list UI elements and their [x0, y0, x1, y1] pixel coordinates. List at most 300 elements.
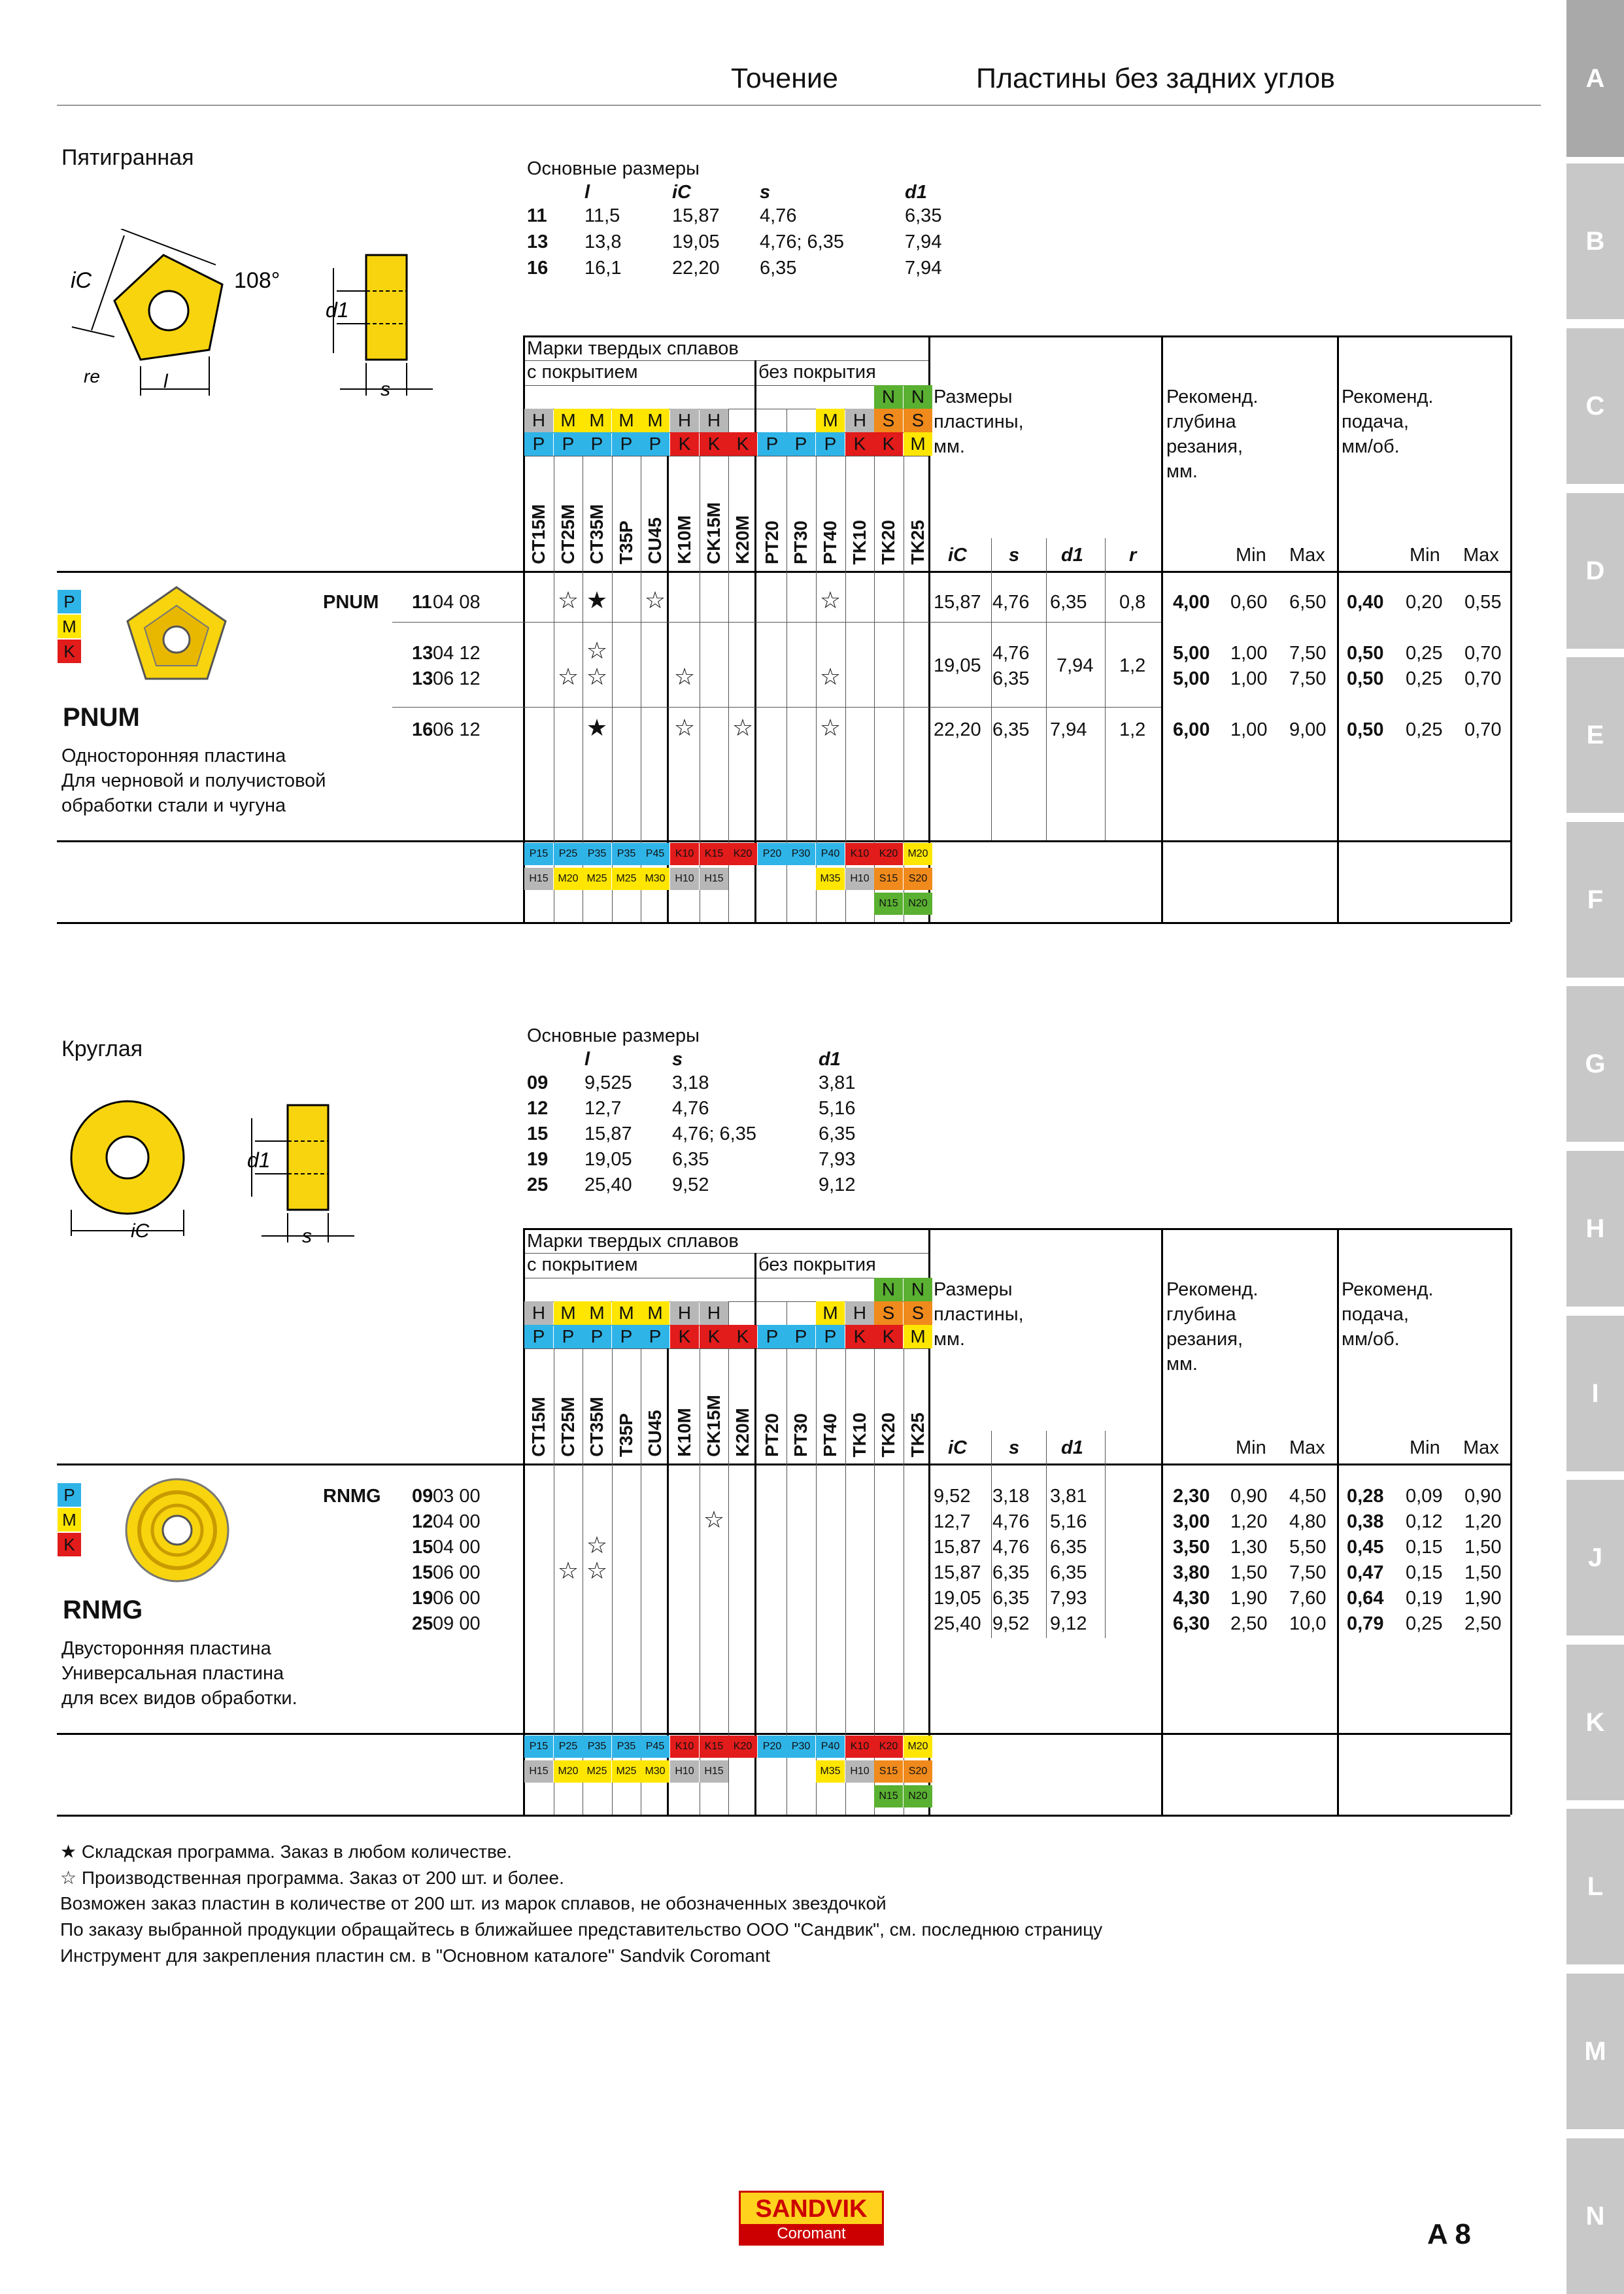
iso-color-cell: N [904, 385, 932, 409]
product-name-pnum: PNUM [63, 703, 140, 732]
iso-code-cell: P35 [583, 843, 611, 865]
iso-color-cell: K [845, 432, 874, 456]
iso-color-cell: H [700, 1301, 728, 1325]
val-f-min: 0,25 [1406, 668, 1443, 689]
val-ap-min: 0,60 [1230, 592, 1268, 613]
dims-head-l: l [584, 182, 590, 203]
dims-head-ic: iC [672, 182, 691, 203]
val-f-max: 1,50 [1464, 1562, 1502, 1583]
iso-code-cell: P15 [524, 843, 553, 865]
depth-label: резания, [1166, 436, 1243, 457]
drawing-s-label: s [302, 1225, 312, 1247]
val-ap-max: 4,80 [1289, 1511, 1327, 1532]
drawing-ic-label: iC [131, 1220, 150, 1242]
val-d1: 7,94 [1057, 655, 1094, 676]
header-left-title: Точение [731, 63, 838, 94]
grade-label: CU45 [645, 517, 665, 564]
min-header: Min [1410, 545, 1440, 566]
iso-color-cell: P [787, 432, 815, 456]
max-header: Max [1289, 1437, 1325, 1458]
val-s: 3,18 [992, 1486, 1030, 1507]
dims-cell: 19,05 [672, 231, 720, 252]
iso-code-cell: P15 [524, 1736, 553, 1758]
val-ap-min: 1,50 [1230, 1562, 1268, 1583]
drawing-ic-label: iC [71, 268, 92, 293]
iso-code-cell: N15 [874, 1785, 903, 1807]
val-f: 0,38 [1347, 1511, 1384, 1532]
iso-code-cell: N15 [874, 893, 903, 915]
grade-label: TK25 [907, 519, 928, 564]
dims-cell: 4,76 [760, 205, 797, 226]
iso-code-cell: P35 [612, 1736, 641, 1758]
iso-color-cell: H [700, 409, 728, 432]
val-f: 0,45 [1347, 1537, 1384, 1558]
size-col-rule [1105, 1431, 1106, 1638]
val-f: 0,40 [1347, 592, 1384, 613]
iso-code-cell: M20 [904, 1736, 932, 1758]
dims-cell: 11,5 [584, 205, 620, 226]
side-tab-j[interactable]: J [1566, 1480, 1624, 1635]
val-ap-max: 7,60 [1289, 1588, 1327, 1609]
iso-color-cell: H [524, 409, 553, 432]
dims-cell: 13 [527, 231, 549, 252]
val-ap-max: 9,00 [1289, 719, 1327, 740]
val-ap-max: 7,50 [1289, 1562, 1327, 1583]
iso-color-cell: S [904, 409, 932, 432]
val-ap-min: 0,90 [1230, 1486, 1268, 1507]
iso-color-cell: P [641, 1325, 669, 1348]
hollow-star-icon: ☆ [673, 714, 696, 741]
iso-code-cell: H15 [700, 868, 728, 890]
grade-label: TK10 [849, 1412, 870, 1457]
iso-code-cell: P20 [758, 1736, 787, 1758]
val-ic: 22,20 [934, 719, 981, 740]
val-ap-max: 7,50 [1289, 643, 1327, 664]
dims-head-l: l [584, 1049, 590, 1070]
iso-color-cell: P [612, 432, 641, 456]
side-tab-d[interactable]: D [1566, 493, 1624, 649]
val-ic: 19,05 [934, 1588, 981, 1609]
pentagon-hole [149, 291, 188, 330]
val-ap-min: 1,00 [1230, 668, 1268, 689]
iso-code-cell: P40 [816, 843, 845, 865]
dims-head-s: s [760, 182, 771, 203]
code-size: 13 [412, 668, 433, 689]
iso-code-cell: N20 [904, 1785, 932, 1807]
round-insert-drawing [65, 1086, 373, 1249]
val-ap-min: 1,90 [1230, 1588, 1268, 1609]
val-f-max: 2,50 [1464, 1613, 1502, 1634]
iso-color-cell: M [904, 1325, 932, 1348]
val-f-max: 1,90 [1464, 1588, 1502, 1609]
iso-color-cell: P [583, 432, 611, 456]
col-ic-header: iC [948, 545, 967, 566]
header-rule [57, 105, 1541, 106]
code-size: 15 [412, 1562, 433, 1583]
val-f: 0,28 [1347, 1486, 1384, 1507]
code-rest: 04 08 [433, 592, 481, 613]
table-border [1337, 1228, 1339, 1815]
iso-color-cell: K [700, 432, 728, 456]
coated-label: с покрытием [527, 1254, 638, 1275]
dims-title: Основные размеры [527, 1025, 700, 1046]
iso-code-cell: P35 [583, 1736, 611, 1758]
col-s-header: s [1009, 1437, 1020, 1458]
val-ap-max: 6,50 [1289, 592, 1327, 613]
side-tab-k[interactable]: K [1566, 1645, 1624, 1800]
page-number: A 8 [1427, 2218, 1471, 2250]
val-f-min: 0,19 [1406, 1588, 1443, 1609]
val-r: 0,8 [1119, 592, 1146, 613]
iso-color-cell: K [728, 432, 757, 456]
iso-code-cell: P20 [758, 843, 787, 865]
iso-code-cell: H10 [670, 868, 699, 890]
iso-code-cell: K10 [845, 1736, 874, 1758]
iso-code-cell: M30 [641, 868, 669, 890]
iso-code-cell: M35 [816, 868, 845, 890]
iso-badge-p: P [58, 590, 81, 613]
table-rule [524, 360, 928, 361]
size-col-rule [1046, 1431, 1047, 1638]
product-desc: Универсальная пластина [61, 1663, 284, 1684]
table-rule [57, 1815, 1510, 1817]
sizes-label: мм. [934, 436, 965, 457]
side-tab-n[interactable]: N [1566, 2138, 1624, 2294]
iso-color-cell: P [758, 1325, 787, 1348]
side-tab-h[interactable]: H [1566, 1151, 1624, 1307]
hollow-star-icon: ☆ [586, 663, 608, 690]
iso-color-cell: M [554, 1301, 583, 1325]
val-f-min: 0,25 [1406, 1613, 1443, 1634]
coated-label: с покрытием [527, 362, 638, 383]
iso-color-cell: M [554, 409, 583, 432]
product-desc: Для черновой и получистовой [61, 770, 326, 791]
dims-cell: 22,20 [672, 258, 720, 279]
iso-color-cell: P [787, 1325, 815, 1348]
iso-code-cell: S15 [874, 868, 903, 890]
iso-code-cell: H15 [700, 1760, 728, 1783]
iso-color-cell: M [583, 1301, 611, 1325]
table-rule [57, 1733, 1510, 1735]
val-s: 6,35 [992, 719, 1030, 740]
val-f: 0,50 [1347, 719, 1384, 740]
dims-head-d1: d1 [819, 1049, 841, 1070]
val-ap-min: 2,50 [1230, 1613, 1268, 1634]
grade-label: TK20 [878, 1412, 898, 1457]
iso-code-cell: S20 [904, 868, 932, 890]
sizes-label: Размеры [934, 386, 1013, 407]
feed-label: подача, [1342, 411, 1409, 432]
iso-code-cell: P30 [787, 1736, 815, 1758]
feed-label: Рекоменд. [1342, 386, 1434, 407]
dims-cell: 12,7 [584, 1098, 622, 1119]
filled-star-icon: ★ [60, 1841, 77, 1862]
dims-cell: 6,35 [672, 1149, 709, 1170]
round-hole [107, 1137, 148, 1178]
val-ap: 4,00 [1173, 592, 1210, 613]
iso-color-cell: S [874, 1301, 903, 1325]
dims-cell: 19,05 [584, 1149, 632, 1170]
iso-color-cell: H [845, 1301, 874, 1325]
side-tab-i[interactable]: I [1566, 1316, 1624, 1471]
dims-cell: 25,40 [584, 1174, 632, 1195]
feed-label: Рекоменд. [1342, 1279, 1434, 1300]
sizes-label: Размеры [934, 1279, 1013, 1300]
val-ap: 3,80 [1173, 1562, 1210, 1583]
val-s: 6,35 [992, 1562, 1030, 1583]
table-rule [57, 1464, 1510, 1465]
hollow-star-icon: ☆ [586, 1532, 608, 1558]
val-s: 4,76 [992, 1511, 1030, 1532]
val-ic: 15,87 [934, 1537, 981, 1558]
val-ap: 2,30 [1173, 1486, 1210, 1507]
side-tab-f[interactable]: F [1566, 822, 1624, 978]
iso-code-cell: S15 [874, 1760, 903, 1783]
filled-star-icon: ★ [586, 714, 608, 741]
code-size: 12 [412, 1511, 433, 1532]
iso-color-cell: P [554, 432, 583, 456]
grade-label: CU45 [645, 1410, 665, 1457]
grade-label: PT40 [820, 521, 840, 564]
iso-code-cell: M20 [554, 868, 583, 890]
feed-label: мм/об. [1342, 436, 1400, 457]
dims-cell: 25 [527, 1174, 549, 1195]
val-f-min: 0,15 [1406, 1537, 1443, 1558]
iso-code-cell: K20 [728, 1736, 757, 1758]
code-rest: 03 00 [433, 1486, 481, 1507]
col-d1-header: d1 [1061, 1437, 1083, 1458]
col-ic-header: iC [948, 1437, 967, 1458]
val-ap: 6,00 [1173, 719, 1210, 740]
grade-label: T35P [616, 1413, 636, 1457]
val-d1: 7,93 [1050, 1588, 1087, 1609]
hollow-star-icon: ☆ [557, 1557, 579, 1584]
iso-color-cell: K [845, 1325, 874, 1348]
side-tab-a[interactable]: A [1566, 0, 1624, 157]
val-ap-min: 1,20 [1230, 1511, 1268, 1532]
iso-code-cell: H15 [524, 868, 553, 890]
max-header: Max [1463, 545, 1499, 566]
table-rule [57, 840, 1510, 842]
iso-code-cell: P45 [641, 1736, 669, 1758]
dims-cell: 15 [527, 1123, 549, 1144]
iso-color-cell: K [874, 1325, 903, 1348]
size-col-rule [991, 538, 992, 840]
depth-label: глубина [1166, 1304, 1236, 1325]
grades-title: Марки твердых сплавов [527, 338, 739, 359]
val-f-max: 0,90 [1464, 1486, 1502, 1507]
table-rule [524, 1228, 1510, 1230]
table-rule [524, 1348, 928, 1349]
val-d1: 9,12 [1050, 1613, 1087, 1634]
code-rest: 06 12 [433, 668, 481, 689]
table-border [1161, 1228, 1163, 1815]
dims-cell: 3,18 [672, 1072, 709, 1093]
iso-code-cell: K20 [874, 843, 903, 865]
iso-badge-m: M [58, 1508, 81, 1532]
val-d1: 7,94 [1050, 719, 1087, 740]
side-tab-e[interactable]: E [1566, 657, 1624, 813]
grades-title: Марки твердых сплавов [527, 1231, 739, 1252]
iso-color-cell: P [583, 1325, 611, 1348]
iso-color-cell: H [670, 409, 699, 432]
product-desc: Двусторонняя пластина [61, 1638, 271, 1659]
row-rule [392, 622, 1161, 623]
hollow-star-icon: ☆ [60, 1868, 77, 1888]
dims-cell: 6,35 [905, 205, 942, 226]
val-ap-max: 4,50 [1289, 1486, 1327, 1507]
note-order: Возможен заказ пластин в количестве от 200 шт. из марок сплавов, не обозначенных звездочкой [60, 1893, 887, 1913]
val-ap-min: 1,30 [1230, 1537, 1268, 1558]
iso-color-cell: H [524, 1301, 553, 1325]
sizes-label: мм. [934, 1329, 965, 1350]
code-size: 25 [412, 1613, 433, 1634]
table-rule [524, 1253, 928, 1254]
grade-label: TK10 [849, 519, 870, 564]
val-r: 1,2 [1119, 719, 1146, 740]
dims-cell: 15,87 [672, 205, 720, 226]
product-desc: обработки стали и чугуна [61, 795, 286, 816]
val-ic: 15,87 [934, 592, 981, 613]
dims-cell: 13,8 [584, 231, 622, 252]
iso-badge-m: M [58, 615, 81, 638]
iso-code-cell: M20 [554, 1760, 583, 1783]
dims-cell: 19 [527, 1149, 549, 1170]
iso-code-cell: K20 [874, 1736, 903, 1758]
row-rule [392, 707, 1161, 708]
val-f: 0,64 [1347, 1588, 1384, 1609]
grade-label: K10M [674, 515, 694, 564]
val-ap-max: 7,50 [1289, 668, 1327, 689]
iso-code-cell: H10 [845, 1760, 874, 1783]
feed-label: подача, [1342, 1304, 1409, 1325]
code-size: 11 [412, 592, 432, 613]
hollow-star-icon: ☆ [819, 587, 841, 613]
iso-color-cell: M [641, 409, 669, 432]
grade-label: PT20 [762, 1413, 782, 1457]
code-rest: 06 12 [433, 719, 481, 740]
val-ic: 25,40 [934, 1613, 981, 1634]
code-rest: 04 00 [433, 1511, 481, 1532]
product-desc: Односторонняя пластина [61, 745, 286, 766]
val-s: 6,35 [992, 1588, 1030, 1609]
size-col-rule [991, 1431, 992, 1638]
grade-label: CT35M [586, 1397, 607, 1457]
side-tab-l[interactable]: L [1566, 1809, 1624, 1964]
hollow-star-icon: ☆ [673, 663, 696, 690]
min-header: Min [1410, 1437, 1440, 1458]
val-ic: 12,7 [934, 1511, 971, 1532]
iso-color-cell: K [728, 1325, 757, 1348]
size-col-rule [1046, 538, 1047, 840]
iso-code-cell: P25 [554, 1736, 583, 1758]
hollow-star-icon: ☆ [586, 637, 608, 664]
drawing-l-label: l [163, 371, 168, 392]
val-f-max: 0,70 [1464, 719, 1502, 740]
val-r: 1,2 [1119, 655, 1146, 676]
iso-code-cell: M30 [641, 1760, 669, 1783]
val-ap-max: 5,50 [1289, 1537, 1327, 1558]
iso-color-cell: H [845, 409, 874, 432]
iso-color-cell: M [641, 1301, 669, 1325]
product-desc: для всех видов обработки. [61, 1688, 297, 1709]
iso-color-cell: K [670, 432, 699, 456]
hollow-star-icon: ☆ [732, 714, 754, 741]
iso-code-cell: M25 [612, 868, 641, 890]
table-rule [524, 335, 1510, 337]
code-size: 09 [412, 1486, 433, 1507]
val-s: 4,76 [992, 592, 1030, 613]
grade-label: K10M [674, 1408, 694, 1457]
hollow-star-icon: ☆ [819, 714, 841, 741]
val-ic: 15,87 [934, 1562, 981, 1583]
grade-label: CT25M [558, 504, 578, 564]
iso-code-cell: K10 [845, 843, 874, 865]
iso-code-cell: P35 [612, 843, 641, 865]
dims-cell: 6,35 [819, 1123, 856, 1144]
val-ap: 4,30 [1173, 1588, 1210, 1609]
iso-code-cell: M20 [904, 843, 932, 865]
val-f-min: 0,12 [1406, 1511, 1443, 1532]
dims-title: Основные размеры [527, 158, 700, 179]
col-s-header: s [1009, 545, 1020, 566]
val-s: 6,35 [992, 668, 1030, 689]
side-tab-b[interactable]: B [1566, 163, 1624, 319]
val-f-max: 0,70 [1464, 668, 1502, 689]
val-ap-max: 10,0 [1289, 1613, 1327, 1634]
iso-badge-k: K [58, 1533, 81, 1556]
iso-code-cell: N20 [904, 893, 932, 915]
dims-cell: 15,87 [584, 1123, 632, 1144]
dims-cell: 16 [527, 258, 549, 279]
dims-cell: 4,76; 6,35 [760, 231, 844, 252]
code-size: 15 [412, 1537, 433, 1558]
dims-cell: 09 [527, 1072, 549, 1093]
grade-label: K20M [732, 1408, 753, 1457]
side-tab-c[interactable]: C [1566, 328, 1624, 484]
code-rest: 04 00 [433, 1537, 481, 1558]
dims-cell: 16,1 [584, 258, 622, 279]
dims-cell: 9,52 [672, 1174, 709, 1195]
pentagon-insert-drawing [59, 229, 464, 399]
iso-color-cell: P [816, 1325, 845, 1348]
grade-label: CK15M [703, 502, 724, 564]
val-s: 4,76 [992, 643, 1030, 664]
hollow-star-icon: ☆ [557, 587, 579, 613]
sizes-label: пластины, [934, 1304, 1024, 1325]
val-f-max: 1,20 [1464, 1511, 1502, 1532]
col-r-header: r [1129, 545, 1137, 566]
val-ic: 19,05 [934, 655, 981, 676]
iso-color-cell: K [700, 1325, 728, 1348]
grade-label: PT20 [762, 521, 782, 564]
hollow-star-icon: ☆ [819, 663, 841, 690]
val-f: 0,50 [1347, 643, 1384, 664]
dims-cell: 7,94 [905, 258, 942, 279]
grade-label: TK20 [878, 519, 898, 564]
min-header: Min [1236, 1437, 1266, 1458]
grade-label: PT30 [790, 521, 811, 564]
iso-code-cell: K10 [670, 843, 699, 865]
drawing-re-label: re [84, 366, 100, 386]
val-d1: 3,81 [1050, 1486, 1087, 1507]
side-tab-g[interactable]: G [1566, 986, 1624, 1142]
side-tab-m[interactable]: M [1566, 1974, 1624, 2129]
drawing-d1-label: d1 [326, 298, 349, 322]
iso-color-cell: K [874, 432, 903, 456]
table-rule [524, 385, 928, 386]
hollow-star-icon: ☆ [557, 663, 579, 690]
